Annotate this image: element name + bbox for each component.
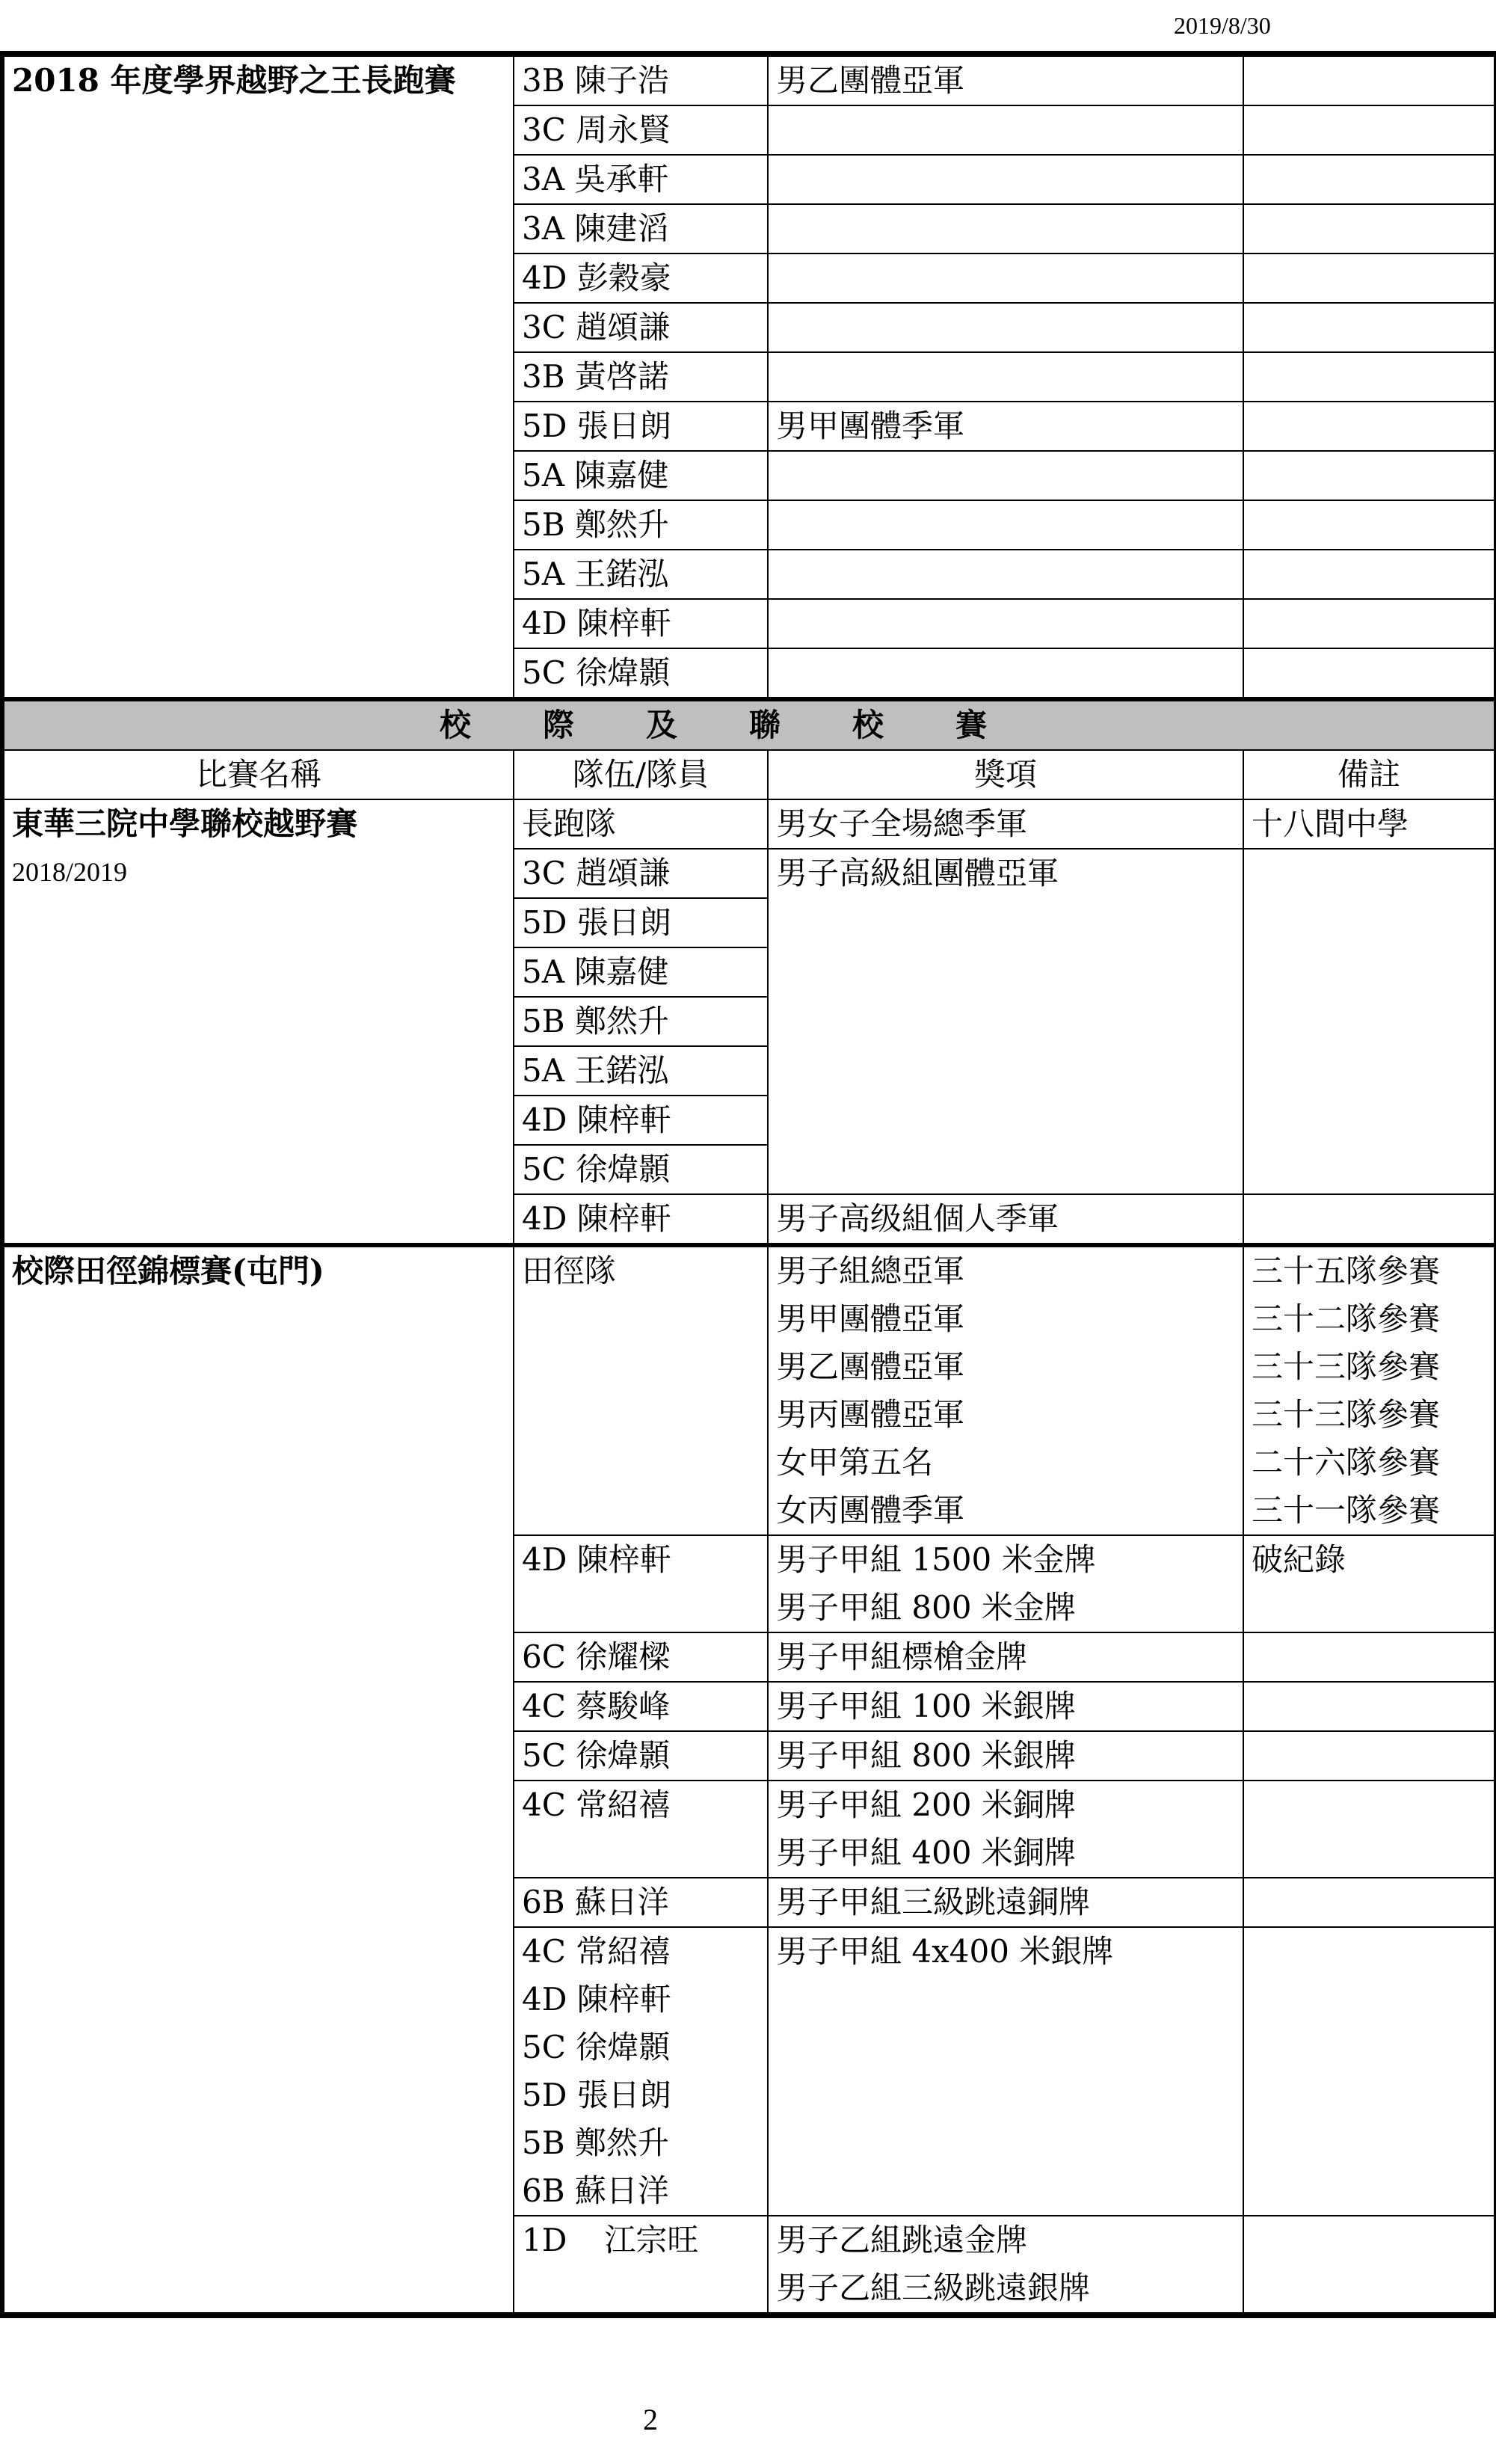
team-member: 5A 王鍩泓 [514,1046,768,1096]
team-member [514,2216,768,2313]
remark [1243,500,1495,550]
award-list [768,1245,1243,1535]
award-line: 男子甲組 200 米銅牌 [776,1786,1076,1823]
page-number: 2 [643,2403,658,2436]
award [768,105,1243,155]
team-member: 3B 陳子浩 [514,56,768,105]
remark-line: 三十三隊參賽 [1252,1396,1441,1433]
team-member: 5A 陳嘉健 [514,451,768,500]
member-name: 江宗旺 [604,2222,699,2258]
remark [1243,105,1495,155]
competition-title: 東華三院中學聯校越野賽 [12,805,358,842]
column-header-row [4,750,1495,799]
remark [1243,352,1495,402]
award: 男子甲組標槍金牌 [768,1632,1243,1682]
remark: 破紀錄 [1243,1535,1495,1632]
remark [1243,1731,1495,1781]
team-member: 5C 徐煒顥 [514,648,768,699]
remark-line: 三十一隊參賽 [1252,1492,1441,1529]
table-row [4,1245,1495,1535]
header-team: 隊伍/隊員 [514,750,768,799]
team-member: 4D 陳梓軒 [514,599,768,648]
remark [1243,849,1495,1194]
remark: 十八間中學 [1243,799,1495,849]
award-line: 男子甲組 1500 米金牌 [776,1541,1096,1578]
remark [1243,155,1495,204]
team-member: 5C 徐煒顥 [514,1731,768,1781]
team-member: 5C 徐煒顥 [522,2029,671,2065]
team-member: 3A 陳建滔 [514,204,768,254]
award [768,303,1243,352]
section-title: 校際及聯校賽 [4,699,1495,750]
remark [1243,204,1495,254]
remark [1243,56,1495,105]
team-member: 5B 鄭然升 [514,500,768,550]
award: 男子甲組 800 米銀牌 [768,1731,1243,1781]
award [768,599,1243,648]
award: 男子甲組 100 米銀牌 [768,1682,1243,1731]
page-date: 2019/8/30 [1174,12,1271,39]
award [768,451,1243,500]
award-line: 男子組總亞軍 [776,1253,965,1289]
award-line: 男子甲組 400 米銅牌 [776,1834,1076,1871]
table-row [4,799,1495,849]
award-line: 男子甲組 800 米金牌 [776,1589,1076,1626]
award-list [768,1781,1243,1878]
remark-line: 三十二隊參賽 [1252,1300,1441,1337]
award-line: 男甲團體亞軍 [776,1300,965,1337]
remark-line: 三十五隊參賽 [1252,1253,1441,1289]
team-member: 5D 張日朗 [514,402,768,451]
award-line: 女甲第五名 [776,1444,934,1481]
award [768,155,1243,204]
award-line: 男乙團體亞軍 [776,1348,965,1385]
team-member: 3C 趙頌謙 [514,303,768,352]
award: 男子甲組三級跳遠銅牌 [768,1878,1243,1927]
team-member: 4D 陳梓軒 [522,1981,671,2018]
remark [1243,1781,1495,1878]
team-member: 6C 徐耀樑 [514,1632,768,1682]
remark-list [1243,1245,1495,1535]
remark [1243,2216,1495,2313]
remark [1243,451,1495,500]
team-member: 5A 陳嘉健 [514,947,768,997]
award: 男子甲組 4x400 米銀牌 [768,1927,1243,2216]
remark [1243,1194,1495,1245]
header-award: 獎項 [768,750,1243,799]
header-remarks: 備註 [1243,750,1495,799]
award-list [768,1535,1243,1632]
competition-year: 2018/2019 [12,857,128,887]
team-member: 3A 吳承軒 [514,155,768,204]
award [768,204,1243,254]
team-member: 4D 陳梓軒 [514,1096,768,1145]
team-member: 田徑隊 [514,1245,768,1535]
award [768,550,1243,599]
award-line: 男丙團體亞軍 [776,1396,965,1433]
team-member: 5D 張日朗 [514,898,768,947]
team-member: 3C 周永賢 [514,105,768,155]
competition-name: 校際田徑錦標賽(屯門) [4,1245,514,2313]
award [768,500,1243,550]
award [768,254,1243,303]
award-line: 女丙團體季軍 [776,1492,965,1529]
team-member: 4D 陳梓軒 [514,1535,768,1632]
team-member: 3C 趙頌謙 [514,849,768,898]
team-member: 3B 黃啓諾 [514,352,768,402]
team-member: 長跑隊 [514,799,768,849]
remark [1243,254,1495,303]
team-member: 4C 蔡駿峰 [514,1682,768,1731]
header-competition: 比賽名稱 [4,750,514,799]
remark [1243,1682,1495,1731]
remark [1243,648,1495,699]
remark [1243,1878,1495,1927]
remark [1243,1927,1495,2216]
member-class: 1D [522,2222,567,2258]
award: 男女子全場總季軍 [768,799,1243,849]
team-member-list [514,1927,768,2216]
remark [1243,402,1495,451]
team-member: 4D 彭穀豪 [514,254,768,303]
team-member: 5B 鄭然升 [514,997,768,1046]
award: 男子高級組團體亞軍 [768,849,1243,1194]
award: 男甲團體季軍 [768,402,1243,451]
award: 男乙團體亞軍 [768,56,1243,105]
table-row [4,56,1495,105]
team-member: 4C 常紹禧 [522,1933,671,1970]
award-line: 男子乙組跳遠金牌 [776,2222,1028,2258]
remark [1243,599,1495,648]
team-member: 5A 王鍩泓 [514,550,768,599]
competition-name [4,799,514,1245]
award-list [768,2216,1243,2313]
team-member: 5D 張日朗 [522,2077,671,2113]
award-line: 男子乙組三級跳遠銀牌 [776,2270,1091,2306]
team-member: 4D 陳梓軒 [514,1194,768,1245]
award: 男子高级組個人季軍 [768,1194,1243,1245]
team-member: 5B 鄭然升 [522,2124,669,2161]
remark [1243,1632,1495,1682]
awards-table [3,55,1495,2314]
remark-line: 二十六隊參賽 [1252,1444,1441,1481]
remark [1243,550,1495,599]
team-member: 4C 常紹禧 [514,1781,768,1878]
remark-line: 三十三隊參賽 [1252,1348,1441,1385]
section-header-row [4,699,1495,750]
team-member: 6B 蘇日洋 [514,1878,768,1927]
award [768,648,1243,699]
team-member: 5C 徐煒顥 [514,1145,768,1194]
remark [1243,303,1495,352]
award [768,352,1243,402]
team-member: 6B 蘇日洋 [522,2172,669,2209]
competition-name: 2018 年度學界越野之王長跑賽 [4,56,514,699]
